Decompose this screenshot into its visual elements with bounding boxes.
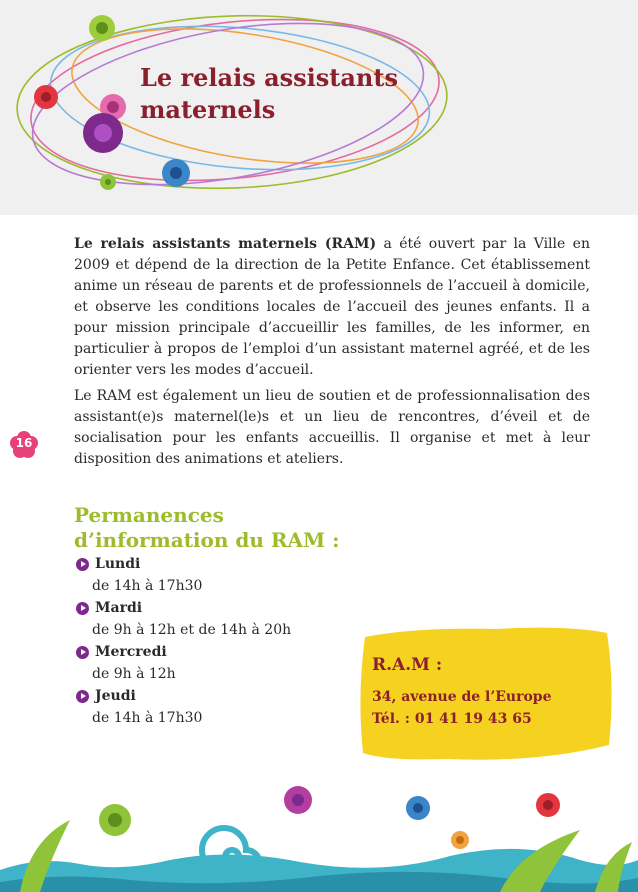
day-name: Jeudi <box>95 688 136 704</box>
permanences-title-line-1: Permanences <box>74 503 224 527</box>
day-name: Mercredi <box>95 644 167 660</box>
day-hours: de 9h à 12h <box>92 666 176 682</box>
play-arrow-circle-icon <box>76 690 89 703</box>
intro-bold-lead: Le relais assistants maternels (RAM) <box>74 236 377 252</box>
flower-icon <box>100 174 116 190</box>
day-row <box>76 553 376 575</box>
flower-icon <box>451 831 469 849</box>
day-row <box>76 641 376 663</box>
page-number: 16 <box>15 436 33 450</box>
contact-address: 34, avenue de l’Europe <box>372 689 552 705</box>
day-row <box>76 597 376 619</box>
page-number-badge <box>9 430 39 460</box>
play-arrow-circle-icon <box>76 558 89 571</box>
play-arrow-circle-icon <box>76 646 89 659</box>
day-hours: de 9h à 12h et de 14h à 20h <box>92 622 292 638</box>
flower-icon <box>406 796 430 820</box>
flower-icon <box>89 15 115 41</box>
day-name: Mardi <box>95 600 143 616</box>
day-row <box>76 685 376 707</box>
flower-icon <box>536 793 560 817</box>
permanences-title-line-2: d’information du RAM : <box>74 528 340 552</box>
contact-phone: Tél. : 01 41 19 43 65 <box>372 711 532 727</box>
day-name: Lundi <box>95 556 141 572</box>
title-line-1: Le relais assistants <box>140 63 398 92</box>
permanences-title <box>74 503 394 553</box>
day-hours: de 14h à 17h30 <box>92 578 203 594</box>
flower-icon <box>284 786 312 814</box>
flower-icon <box>34 85 58 109</box>
flower-icon <box>162 159 190 187</box>
intro-paragraph-2: Le RAM est également un lieu de soutien et de professionnalisation des assistant(e)s maternel(le)s et un lieu de rencontres, d’éveil et de socialisation pour les enfants accueillis. Il organise et met à leur disposition des animations et ateliers. <box>74 388 590 467</box>
play-arrow-circle-icon <box>76 602 89 615</box>
intro-paragraph-1 <box>74 234 590 381</box>
intro-paragraph-1-text: a été ouvert par la Ville en 2009 et dépend de la direction de la Petite Enfance. Cet établissement anime un réseau de parents et de professionnels de l’accueil à domicile, et observe les conditions locales de l’accueil des jeunes enfants. Il a pour mission principale d’accueillir les familles, de les informer, en particulier à propos de l’emploi d’un assistant maternel agréé, et de les orienter vers les modes d’accueil. <box>74 236 590 378</box>
flower-icon <box>99 804 131 836</box>
day-hours: de 14h à 17h30 <box>92 710 203 726</box>
page-title <box>140 62 440 126</box>
flower-icon <box>83 113 123 153</box>
permanences-list <box>76 553 376 729</box>
footer-decoration <box>0 760 638 892</box>
title-line-2: maternels <box>140 95 276 124</box>
contact-title: R.A.M : <box>372 655 443 675</box>
